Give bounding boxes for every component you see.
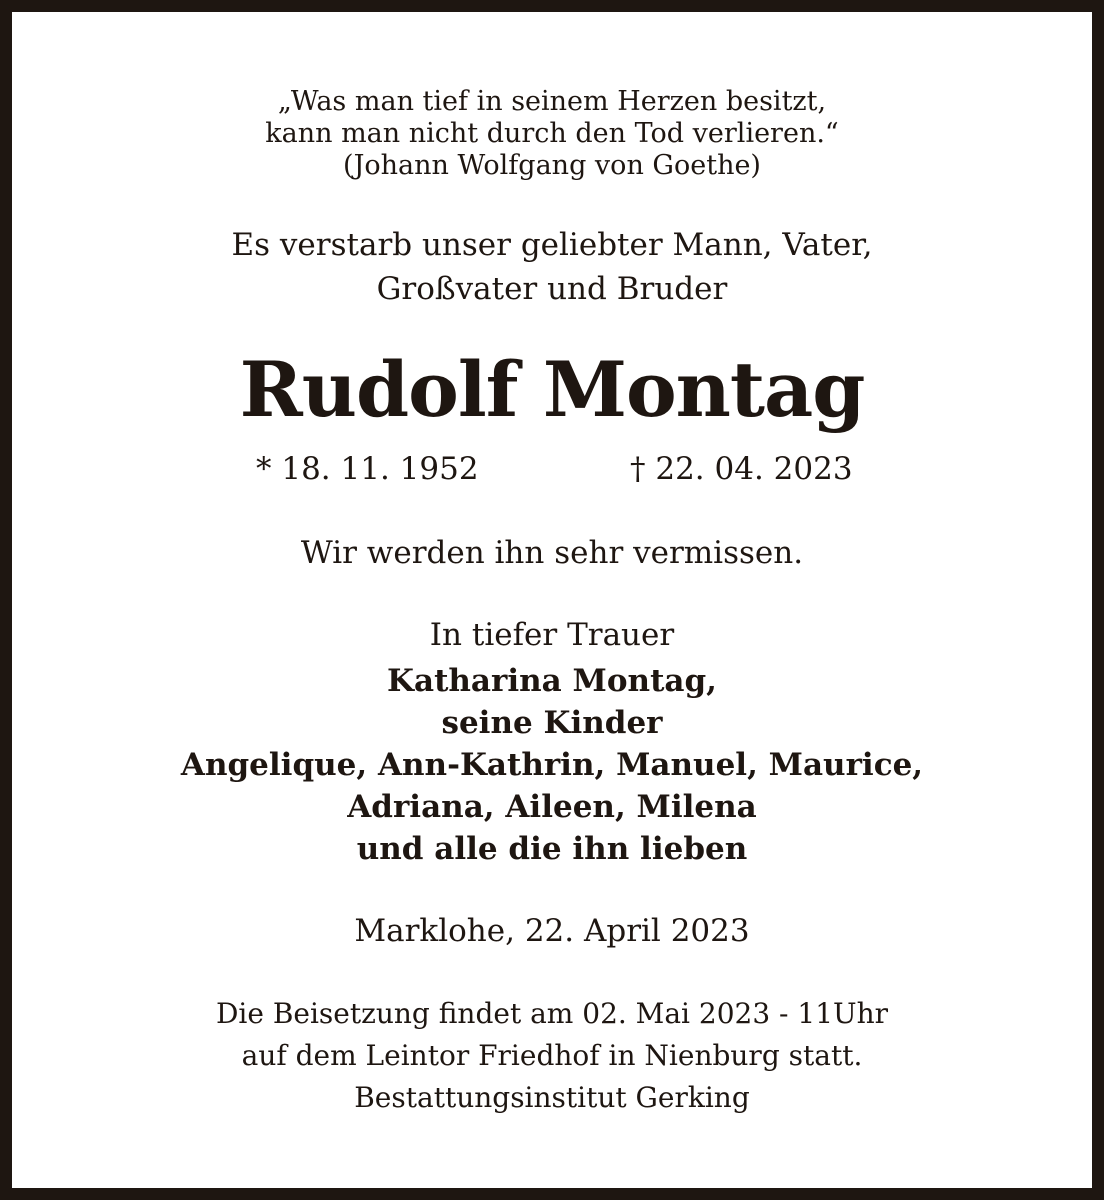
- mourning-heading: In tiefer Trauer: [429, 617, 675, 653]
- deceased-name: Rudolf Montag: [239, 345, 865, 434]
- place-and-date: Marklohe, 22. April 2023: [354, 913, 750, 949]
- burial-line-1: Die Beisetzung findet am 02. Mai 2023 - 11Uhr: [215, 997, 889, 1030]
- quote-author: (Johann Wolfgang von Goethe): [343, 150, 761, 181]
- mourner-line: seine Kinder: [441, 705, 663, 741]
- death-date: † 22. 04. 2023: [630, 451, 853, 487]
- mourner-line: und alle die ihn lieben: [356, 831, 748, 867]
- mourner-line: Adriana, Aileen, Milena: [347, 789, 757, 825]
- life-dates: [12, 451, 1092, 488]
- farewell-message: Wir werden ihn sehr vermissen.: [300, 535, 804, 571]
- mourner-line: Angelique, Ann-Kathrin, Manuel, Maurice,: [180, 747, 924, 783]
- birth-date: * 18. 11. 1952: [256, 451, 479, 487]
- intro-line-2: Großvater und Bruder: [376, 271, 728, 307]
- intro-line-1: Es verstarb unser geliebter Mann, Vater,: [231, 227, 873, 263]
- quote-line-1: „Was man tief in seinem Herzen besitzt,: [277, 86, 827, 117]
- quote-line-2: kann man nicht durch den Tod verlieren.“: [265, 118, 839, 149]
- mourner-line: Katharina Montag,: [387, 663, 717, 699]
- funeral-home: Bestattungsinstitut Gerking: [354, 1081, 750, 1114]
- burial-line-2: auf dem Leintor Friedhof in Nienburg statt.: [241, 1039, 863, 1072]
